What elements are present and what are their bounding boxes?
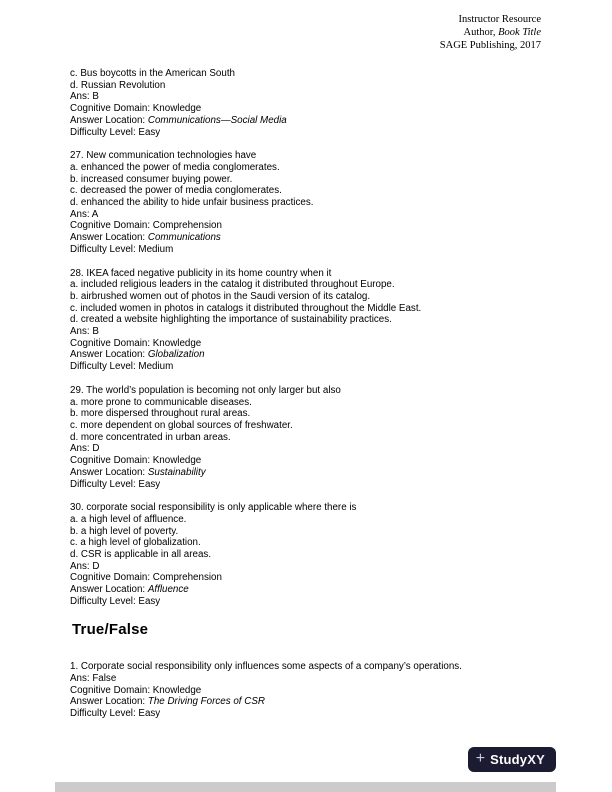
option-a: a. more prone to communicable diseases. [70, 396, 252, 408]
option-b: b. increased consumer buying power. [70, 173, 233, 185]
option-b: b. a high level of poverty. [70, 525, 179, 537]
header-publisher-line: SAGE Publishing, 2017 [439, 40, 541, 51]
question-block-carryover [70, 68, 554, 138]
brand-name [490, 752, 545, 767]
brand-xy-text: XY [527, 752, 545, 767]
question-stem: 30. corporate social responsibility is only applicable where there is [70, 502, 357, 514]
option-d: d. Russian Revolution [70, 79, 166, 91]
option-d: d. enhanced the ability to hide unfair business practices. [70, 197, 314, 209]
answer-line: Ans: B [70, 91, 99, 103]
question-block-30 [70, 502, 554, 607]
difficulty-line: Difficulty Level: Easy [70, 478, 161, 490]
question-stem: 28. IKEA faced negative publicity in its home country when it [70, 267, 332, 279]
answer-line: Ans: B [70, 326, 99, 338]
answer-location-line [70, 115, 554, 127]
option-c: c. a high level of globalization. [70, 537, 201, 549]
answer-location-value: Affluence [147, 584, 189, 596]
answer-location-value: The Driving Forces of CSR [147, 696, 265, 708]
answer-location-value: Globalization [147, 349, 205, 361]
cognitive-domain-line: Cognitive Domain: Comprehension [70, 572, 222, 584]
answer-location-line [70, 696, 554, 708]
question-stem: 27. New communication technologies have [70, 150, 257, 162]
plus-icon: + [475, 749, 486, 767]
header-author-prefix: Author, [463, 27, 499, 38]
answer-location-label: Answer Location: [70, 349, 148, 361]
question-stem: 29. The world’s population is becoming not only larger but also [70, 384, 341, 396]
page-content [70, 68, 554, 732]
answer-location-label: Answer Location: [70, 466, 148, 478]
header-book-title: Book Title [498, 27, 541, 38]
option-c: c. decreased the power of media conglomerates. [70, 185, 282, 197]
answer-location-label: Answer Location: [70, 232, 148, 244]
option-c: c. more dependent on global sources of freshwater. [70, 419, 293, 431]
cognitive-domain-line: Cognitive Domain: Knowledge [70, 455, 202, 467]
brand-study-text: Study [490, 752, 528, 767]
answer-location-value: Sustainability [147, 466, 206, 478]
option-a: a. enhanced the power of media conglomerates. [70, 161, 280, 173]
true-false-block-1 [70, 661, 554, 720]
option-a: a. included religious leaders in the catalog it distributed throughout Europe. [70, 279, 395, 291]
answer-location-label: Answer Location: [70, 584, 148, 596]
cognitive-domain-line: Cognitive Domain: Knowledge [70, 337, 202, 349]
answer-location-line [70, 467, 554, 479]
question-block-29 [70, 385, 554, 490]
difficulty-line: Difficulty Level: Medium [70, 361, 174, 373]
question-block-27 [70, 150, 554, 255]
answer-location-line [70, 232, 554, 244]
option-c: c. Bus boycotts in the American South [70, 68, 236, 79]
cognitive-domain-line: Cognitive Domain: Comprehension [70, 220, 222, 232]
option-d: d. more concentrated in urban areas. [70, 431, 231, 443]
answer-location-line [70, 349, 554, 361]
question-stem: 1. Corporate social responsibility only influences some aspects of a company’s operations. [70, 661, 462, 673]
page-header [440, 13, 541, 52]
option-d: d. created a website highlighting the importance of sustainability practices. [70, 314, 392, 326]
difficulty-line: Difficulty Level: Medium [70, 243, 174, 255]
option-d: d. CSR is applicable in all areas. [70, 549, 212, 561]
answer-line: Ans: D [70, 560, 100, 572]
answer-location-line [70, 584, 554, 596]
cognitive-domain-line: Cognitive Domain: Knowledge [70, 684, 202, 696]
answer-location-label: Answer Location: [70, 114, 148, 126]
studyxy-brand-badge [468, 747, 556, 772]
difficulty-line: Difficulty Level: Easy [70, 595, 161, 607]
answer-line: Ans: D [70, 443, 100, 455]
option-b: b. more dispersed throughout rural areas. [70, 408, 251, 420]
answer-location-value: Communications [147, 232, 221, 244]
next-page-edge [55, 782, 556, 792]
header-author-line [440, 26, 541, 39]
option-c: c. included women in photos in catalogs it distributed throughout the Middle East. [70, 302, 422, 314]
difficulty-line: Difficulty Level: Easy [70, 126, 161, 138]
answer-line: Ans: False [70, 672, 117, 684]
answer-line: Ans: A [70, 208, 99, 220]
answer-location-label: Answer Location: [70, 696, 148, 708]
option-b: b. airbrushed women out of photos in the Saudi version of its catalog. [70, 290, 371, 302]
answer-location-value: Communications—Social Media [147, 114, 287, 126]
header-resource-line: Instructor Resource [458, 14, 541, 25]
difficulty-line: Difficulty Level: Easy [70, 708, 161, 720]
option-a: a. a high level of affluence. [70, 513, 187, 525]
cognitive-domain-line: Cognitive Domain: Knowledge [70, 103, 202, 115]
question-block-28 [70, 268, 554, 373]
section-heading-true-false: True/False [72, 620, 149, 638]
